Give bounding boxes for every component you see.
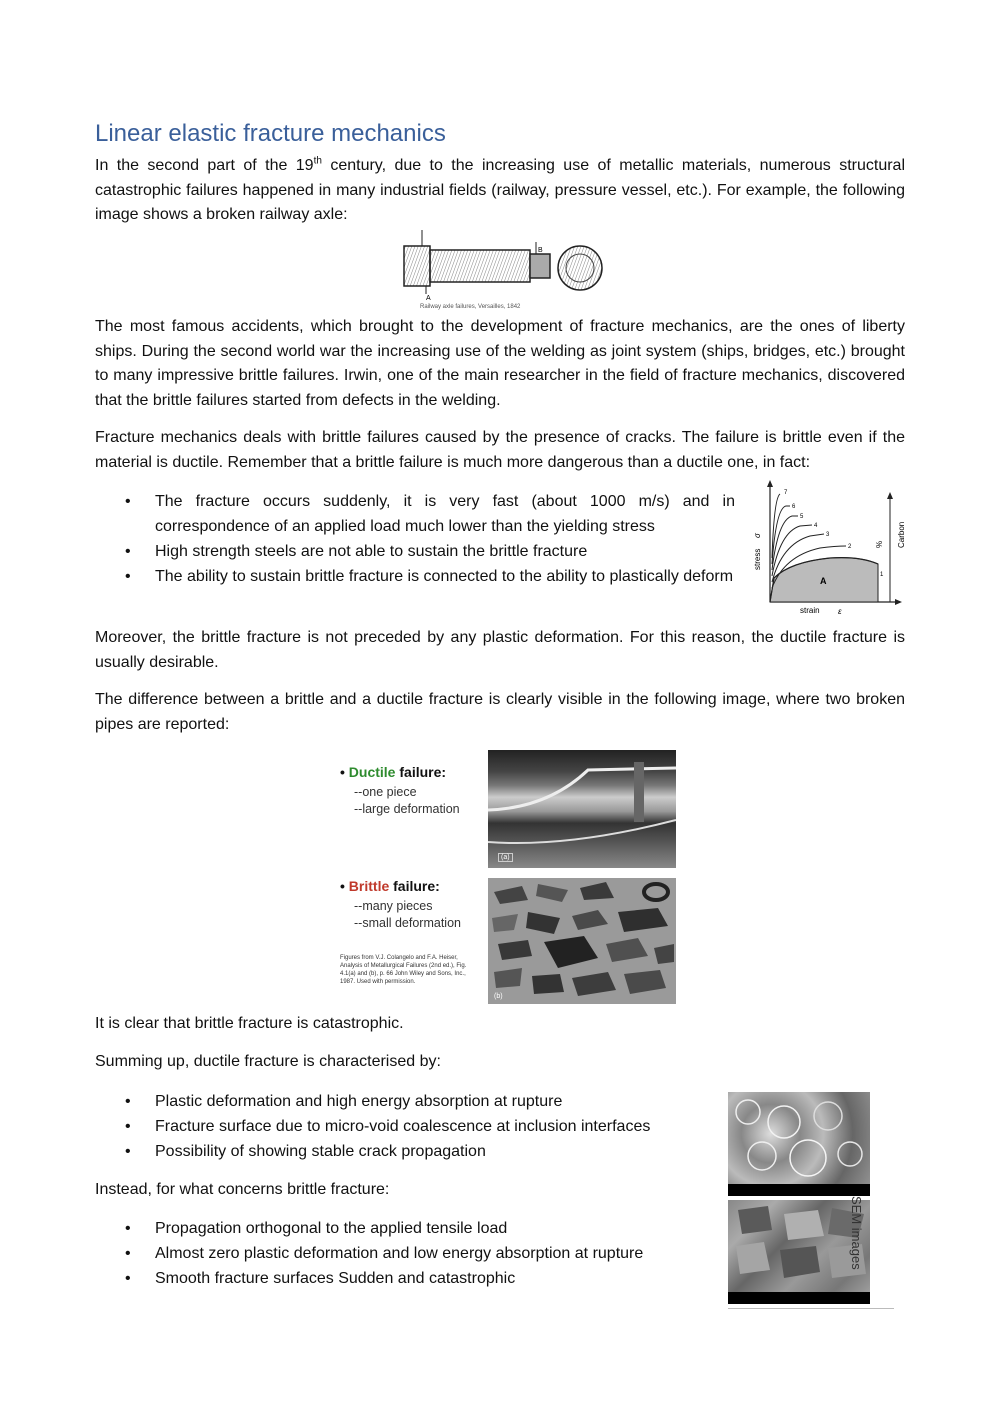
sem-image-ductile: [728, 1092, 870, 1196]
list-item: • Smooth fracture surfaces Sudden and catastrophic: [95, 1266, 715, 1291]
pipes-figure: [336, 748, 676, 1006]
list-item: • The fracture occurs suddenly, it is very fast (about 1000 m/s) and in correspondence of an applied load much lower than the yielding stress: [95, 489, 735, 539]
carbon-axis-label: Carbon: [897, 521, 906, 548]
curve-label-6: 6: [792, 504, 796, 510]
curve-label-7: 7: [784, 490, 788, 496]
photo-tag-b: (b): [494, 993, 503, 1000]
y-axis-label: stress: [753, 548, 762, 570]
liberty-ships-paragraph: The most famous accidents, which brought to the development of fracture mechanics, are the ones of liberty ships. During the second world war the increasing use of the welding as joint system (ships, bridges, etc.) brought to many impressive brittle failures. Irwin, one of the main researcher in the field of fracture mechanics, discovered that the brittle failures started from defects in the welding.: [95, 318, 905, 409]
axle-label-b: B: [538, 247, 543, 254]
curve-label-4: 4: [814, 523, 818, 529]
curve-label-1: 1: [880, 572, 884, 578]
curve-label-3: 3: [826, 532, 830, 538]
sem-figure: [728, 1092, 894, 1309]
carbon-percent-label: %: [875, 540, 884, 548]
x-axis-label: strain: [800, 606, 820, 615]
ductile-failure-word: failure:: [395, 764, 447, 780]
railway-axle-drawing: [398, 222, 608, 302]
fracture-mechanics-paragraph: Fracture mechanics deals with brittle failures caused by the presence of cracks. The failure is brittle even if the material is ductile. Remember that a brittle failure is much more dangerous than a ductile one, in fact:: [95, 429, 905, 471]
area-label: A: [820, 576, 827, 586]
list-item: --large deformation: [354, 802, 460, 816]
brittle-word: Brittle: [348, 878, 390, 894]
section-heading: Linear elastic fracture mechanics: [95, 120, 446, 147]
railway-axle-figure: [398, 222, 608, 314]
brittle-failure-word: failure:: [389, 878, 440, 894]
list-item: --small deformation: [354, 916, 461, 930]
danger-bullet-list: [95, 489, 735, 589]
instead-paragraph: Instead, for what concerns brittle fracture:: [95, 1181, 390, 1198]
catastrophic-paragraph: It is clear that brittle fracture is catastrophic.: [95, 1015, 404, 1032]
brittle-points: [354, 898, 461, 932]
list-item: • High strength steels are not able to sustain the brittle fracture: [95, 539, 735, 564]
x-axis-symbol: ε: [838, 607, 842, 616]
intro-superscript: th: [313, 155, 322, 167]
pipes-credit: Figures from V.J. Colangelo and F.A. Heiser, Analysis of Metallurgical Failures (2nd ed.), Fig. 4.1(a) and (b), p. 66 John Wiley and Sons, Inc., 1987. Used with permission.: [340, 955, 467, 985]
axle-caption: Railway axle failures, Versailles, 1842: [420, 304, 521, 310]
stress-strain-diagram: [750, 478, 908, 618]
curve-label-5: 5: [800, 514, 804, 520]
axle-label-a: A: [426, 295, 431, 302]
list-item: • Almost zero plastic deformation and low energy absorption at rupture: [95, 1241, 715, 1266]
ductile-title: • Ductile failure:: [340, 764, 447, 780]
moreover-paragraph: Moreover, the brittle fracture is not preceded by any plastic deformation. For this reason, the ductile fracture is usually desirable.: [95, 629, 905, 671]
list-item: • The ability to sustain brittle fracture is connected to the ability to plastically deform: [95, 564, 735, 589]
ductile-points: [354, 784, 460, 818]
list-item: --one piece: [354, 785, 417, 799]
ductile-pipe-photo: [488, 750, 676, 868]
difference-paragraph: The difference between a brittle and a ductile fracture is clearly visible in the following image, where two broken pipes are reported:: [95, 691, 905, 733]
list-item: • Propagation orthogonal to the applied tensile load: [95, 1216, 715, 1241]
ductile-bullet-list: [95, 1089, 715, 1164]
ductile-word: Ductile: [348, 764, 396, 780]
sem-ductile-texture: [728, 1092, 870, 1196]
photo-tag-a: (a): [498, 853, 513, 862]
intro-text-2: century, due to the increasing use of metallic materials, numerous structural catastrophic failures happened in many industrial fields (railway, pressure vessel, etc.). For example, the following image shows a broken railway axle:: [95, 157, 905, 223]
intro-text-1: In the second part of the 19: [95, 157, 314, 174]
list-item: --many pieces: [354, 899, 433, 913]
ductile-pipe-shape: [488, 750, 676, 868]
brittle-title: • Brittle failure:: [340, 878, 440, 894]
stress-strain-figure: [750, 478, 908, 618]
list-item: • Possibility of showing stable crack propagation: [95, 1139, 715, 1164]
intro-paragraph: [95, 154, 905, 228]
brittle-pipe-photo: [488, 878, 676, 1004]
brittle-bullet-list: [95, 1216, 715, 1291]
summing-up-paragraph: Summing up, ductile fracture is characterised by:: [95, 1053, 441, 1070]
list-item: • Plastic deformation and high energy absorption at rupture: [95, 1089, 715, 1114]
list-item: • Fracture surface due to micro-void coalescence at inclusion interfaces: [95, 1114, 715, 1139]
sem-label: SEM images: [849, 1196, 864, 1270]
curve-label-2: 2: [848, 544, 852, 550]
y-axis-symbol: σ: [753, 533, 762, 538]
brittle-fragments: [488, 878, 676, 1004]
